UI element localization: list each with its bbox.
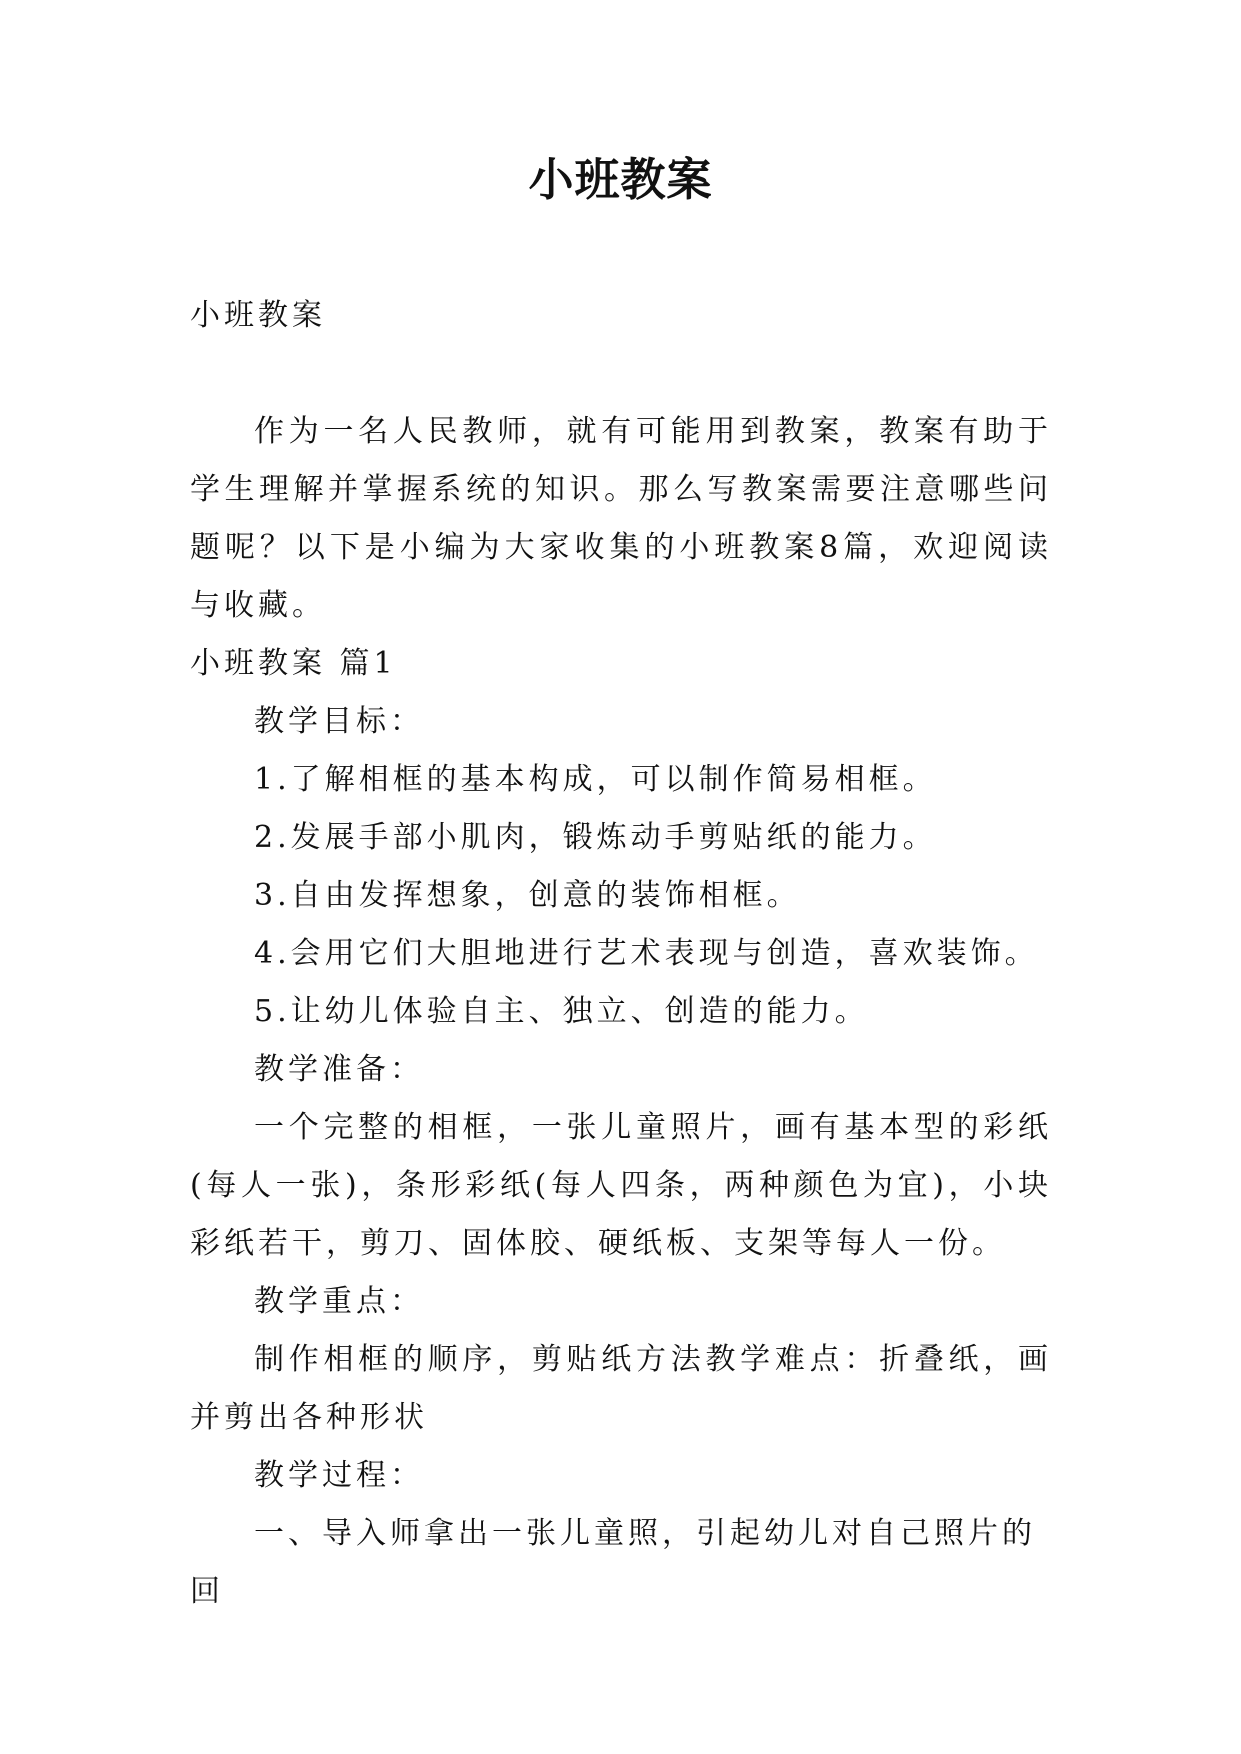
process-paragraph: 一、导入师拿出一张儿童照，引起幼儿对自己照片的回 (190, 1516, 1036, 1609)
document-title: 小班教案 (528, 153, 713, 206)
document-subtitle: 小班教案 (190, 298, 326, 333)
intro-paragraph: 作为一名人民教师，就有可能用到教案，教案有助于学生理解并掌握系统的知识。那么写教案需要注意哪些问题呢？以下是小编为大家收集的小班教案8篇，欢迎阅读与收藏。 (190, 414, 1052, 623)
objectives-heading: 教学目标： (254, 704, 424, 739)
objective-item: 3.自由发挥想象，创意的装饰相框。 (254, 878, 801, 913)
objective-item: 4.会用它们大胆地进行艺术表现与创造，喜欢装饰。 (254, 936, 1039, 971)
process-heading: 教学过程： (254, 1458, 424, 1493)
preparation-paragraph: 一个完整的相框，一张儿童照片，画有基本型的彩纸(每人一张)，条形彩纸(每人四条，两种颜色为宜)，小块彩纸若干，剪刀、固体胶、硬纸板、支架等每人一份。 (190, 1110, 1052, 1261)
key-points-paragraph: 制作相框的顺序，剪贴纸方法教学难点：折叠纸，画并剪出各种形状 (190, 1342, 1052, 1435)
objective-item: 1.了解相框的基本构成，可以制作简易相框。 (254, 762, 937, 797)
preparation-heading: 教学准备： (254, 1052, 424, 1087)
document-body (190, 287, 1052, 1621)
objective-item: 2.发展手部小肌肉，锻炼动手剪贴纸的能力。 (254, 820, 937, 855)
section-heading: 小班教案 篇1 (190, 646, 397, 681)
key-points-heading: 教学重点： (254, 1284, 424, 1319)
objective-item: 5.让幼儿体验自主、独立、创造的能力。 (254, 994, 869, 1029)
